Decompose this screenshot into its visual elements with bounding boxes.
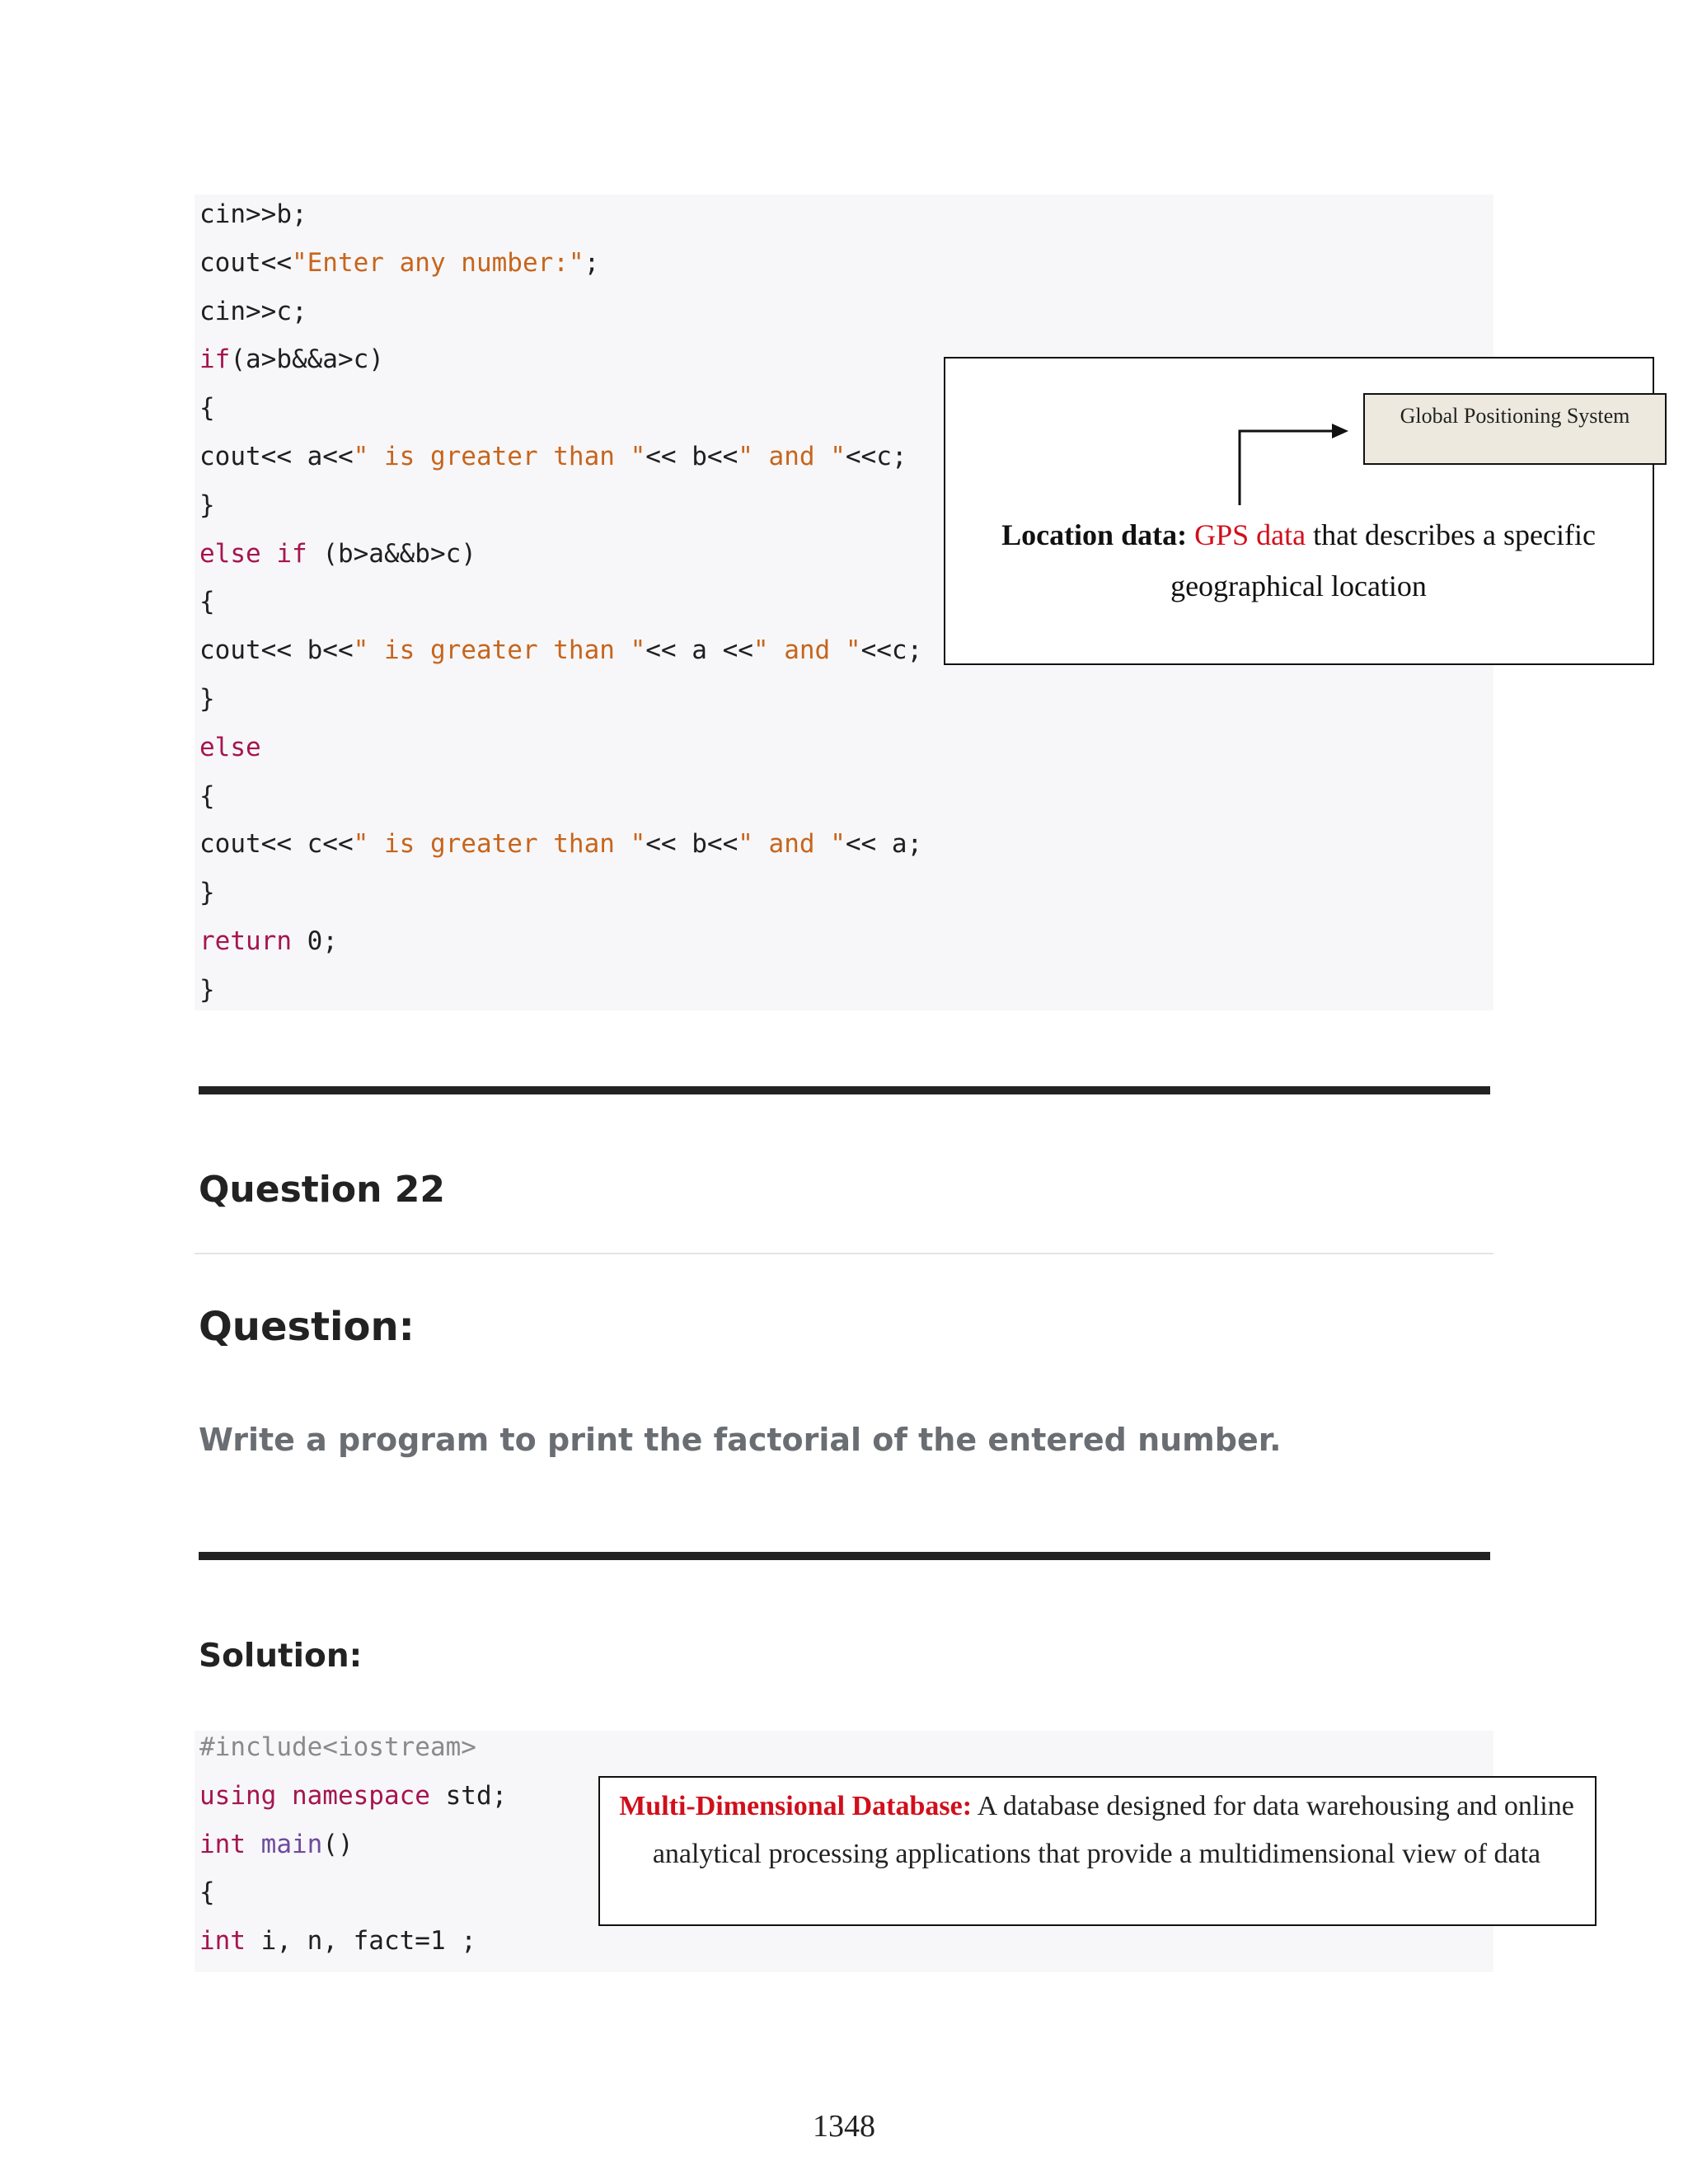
code-text: { xyxy=(199,393,215,424)
code-text: { xyxy=(199,587,215,617)
code-text: << b<< xyxy=(645,442,738,471)
code-line xyxy=(199,537,476,570)
location-data-definition-line2: geographical location xyxy=(1170,569,1427,602)
arrow-connector xyxy=(1228,416,1352,507)
code-text: } xyxy=(199,974,215,1005)
code-line xyxy=(199,198,307,231)
code-text: cout<< b<< xyxy=(199,635,354,666)
gps-data-highlight: GPS data xyxy=(1194,518,1306,551)
code-keyword: else if xyxy=(199,538,307,569)
code-line xyxy=(199,1828,354,1861)
solution-heading: Solution: xyxy=(199,1638,363,1675)
code-text: (b>a&&b>c) xyxy=(307,538,476,569)
code-line xyxy=(199,1876,215,1909)
code-string: " is greater than " xyxy=(353,829,646,860)
code-text: std; xyxy=(429,1780,508,1811)
code-line xyxy=(199,1779,507,1812)
location-data-definition-text: that describes a specific xyxy=(1306,518,1596,551)
code-text: << a << xyxy=(645,635,753,666)
code-text: } xyxy=(199,490,215,520)
page-number: 1348 xyxy=(813,2109,875,2144)
code-string: " is greater than " xyxy=(353,442,646,471)
code-line xyxy=(199,827,922,860)
code-line xyxy=(199,1924,476,1957)
code-keyword: int xyxy=(199,1829,246,1859)
location-data-term: Location data: xyxy=(1001,518,1188,551)
heading-underline xyxy=(195,1253,1493,1254)
code-line xyxy=(199,682,215,715)
code-line xyxy=(199,489,215,522)
code-line xyxy=(199,585,215,618)
code-text: cout<< xyxy=(199,247,292,278)
mdd-definition-text: A database designed for data warehousing and online xyxy=(972,1791,1574,1821)
code-text: <<c; xyxy=(860,635,923,666)
code-text: cout<< c<< xyxy=(199,829,354,860)
code-line xyxy=(199,925,338,958)
code-line xyxy=(199,780,215,813)
code-text: } xyxy=(199,878,215,908)
code-comment: #include<iostream> xyxy=(199,1732,476,1762)
code-line xyxy=(199,440,907,473)
code-line xyxy=(199,731,261,764)
section-divider-bottom xyxy=(199,1552,1490,1560)
code-line xyxy=(199,295,307,328)
mdd-definition-line2: analytical processing applications that provide a multidimensional view of data xyxy=(652,1839,1541,1869)
code-text: 0; xyxy=(291,926,338,956)
code-line xyxy=(199,246,599,279)
code-keyword: using namespace xyxy=(199,1780,430,1811)
question-heading: Question: xyxy=(199,1304,415,1350)
code-string: " is greater than " xyxy=(353,635,646,666)
mdd-definition xyxy=(600,1783,1593,1878)
code-text: cin>>b; xyxy=(199,199,307,229)
code-keyword: else xyxy=(199,732,261,762)
code-text: << a; xyxy=(845,829,923,860)
code-string: " and " xyxy=(753,635,861,666)
gps-label-text: Global Positioning System xyxy=(1400,404,1630,428)
code-text: } xyxy=(199,684,215,714)
code-text: (a>b&&a>c) xyxy=(230,344,384,375)
code-text: () xyxy=(322,1829,354,1859)
code-line xyxy=(199,391,215,424)
code-keyword: int xyxy=(199,1926,246,1957)
code-text: << b<< xyxy=(645,829,738,860)
code-text: cout<< a<< xyxy=(199,442,354,471)
code-function: main xyxy=(246,1829,323,1859)
question-text: Write a program to print the factorial of the entered number. xyxy=(199,1422,1282,1458)
code-line xyxy=(199,343,384,376)
code-text: { xyxy=(199,1877,215,1908)
code-line xyxy=(199,876,215,909)
code-line xyxy=(199,1731,476,1764)
code-text: { xyxy=(199,780,215,811)
section-divider-top xyxy=(199,1086,1490,1094)
code-keyword: if xyxy=(199,344,231,375)
location-data-definition xyxy=(946,509,1651,612)
code-string: "Enter any number:" xyxy=(291,247,584,278)
code-text: ; xyxy=(584,247,600,278)
question-number-heading: Question 22 xyxy=(199,1169,445,1211)
code-line xyxy=(199,973,215,1006)
code-keyword: return xyxy=(199,926,292,956)
code-text: <<c; xyxy=(845,442,907,471)
code-text: i, n, fact=1 ; xyxy=(246,1926,476,1957)
code-string: " and " xyxy=(738,442,846,471)
mdd-term: Multi-Dimensional Database: xyxy=(619,1791,973,1821)
code-string: " and " xyxy=(738,829,846,860)
code-text: cin>>c; xyxy=(199,296,307,326)
code-line xyxy=(199,634,922,667)
